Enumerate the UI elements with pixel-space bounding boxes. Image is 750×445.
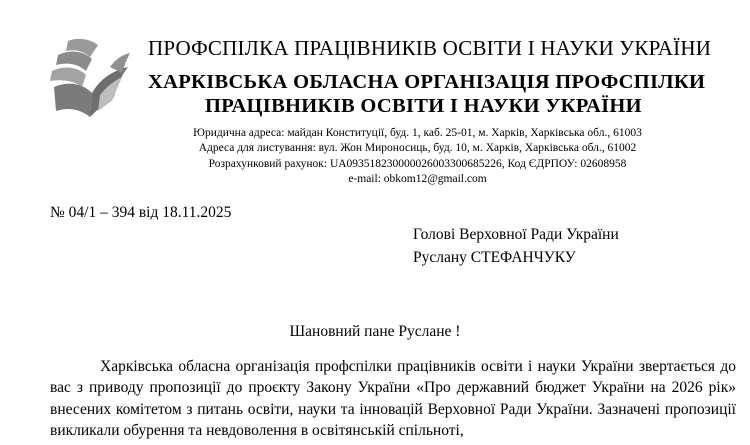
salutation: Шановний пане Руслане ! (289, 323, 461, 340)
bank-account: Розрахунковий рахунок: UA093518230000026003300685226, Код ЄДРПОУ: 02608958 (208, 157, 627, 170)
email-address: e-mail: obkom12@gmail.com (348, 173, 487, 186)
union-name: ПРОФСПІЛКА ПРАЦІВНИКІВ ОСВІТИ І НАУКИ УКРАЇНИ (148, 36, 712, 60)
open-book-logo-icon (50, 37, 132, 123)
outgoing-number: № 04/1 – 394 від 18.11.2025 (50, 204, 232, 221)
legal-address: Юридична адреса: майдан Конституції, буд. 1, каб. 25-01, м. Харків, Харківська обл., 61003 (193, 127, 642, 139)
letter-body: Харківська обласна організація профспілки працівників освіти і науки України звертається до вас з приводу пропозиції до проєкту Закону України «Про державний бюджет України на 2026 рік» внесених комітетом з питань освіти, науки та інновацій Верховної Ради України. Зазначені пропозиції викликали обурення та невдоволення в освітянській спільноті, (50, 358, 736, 439)
letterhead-details (100, 126, 735, 188)
regional-org-name-line1: ХАРКІВСЬКА ОБЛАСНА ОРГАНІЗАЦІЯ ПРОФСПІЛКИ (148, 71, 706, 93)
recipient-block (413, 224, 619, 269)
recipient-title: Голові Верховної Ради України (413, 226, 619, 243)
regional-org-name-line2: ПРАЦІВНИКІВ ОСВІТИ І НАУКИ УКРАЇНИ (205, 95, 642, 117)
mailing-address: Адреса для листування: вул. Жон Мироносиць, буд. 10, м. Харків, Харківська обл., 61002 (198, 142, 637, 155)
recipient-name: Руслану СТЕФАНЧУКУ (413, 248, 576, 266)
